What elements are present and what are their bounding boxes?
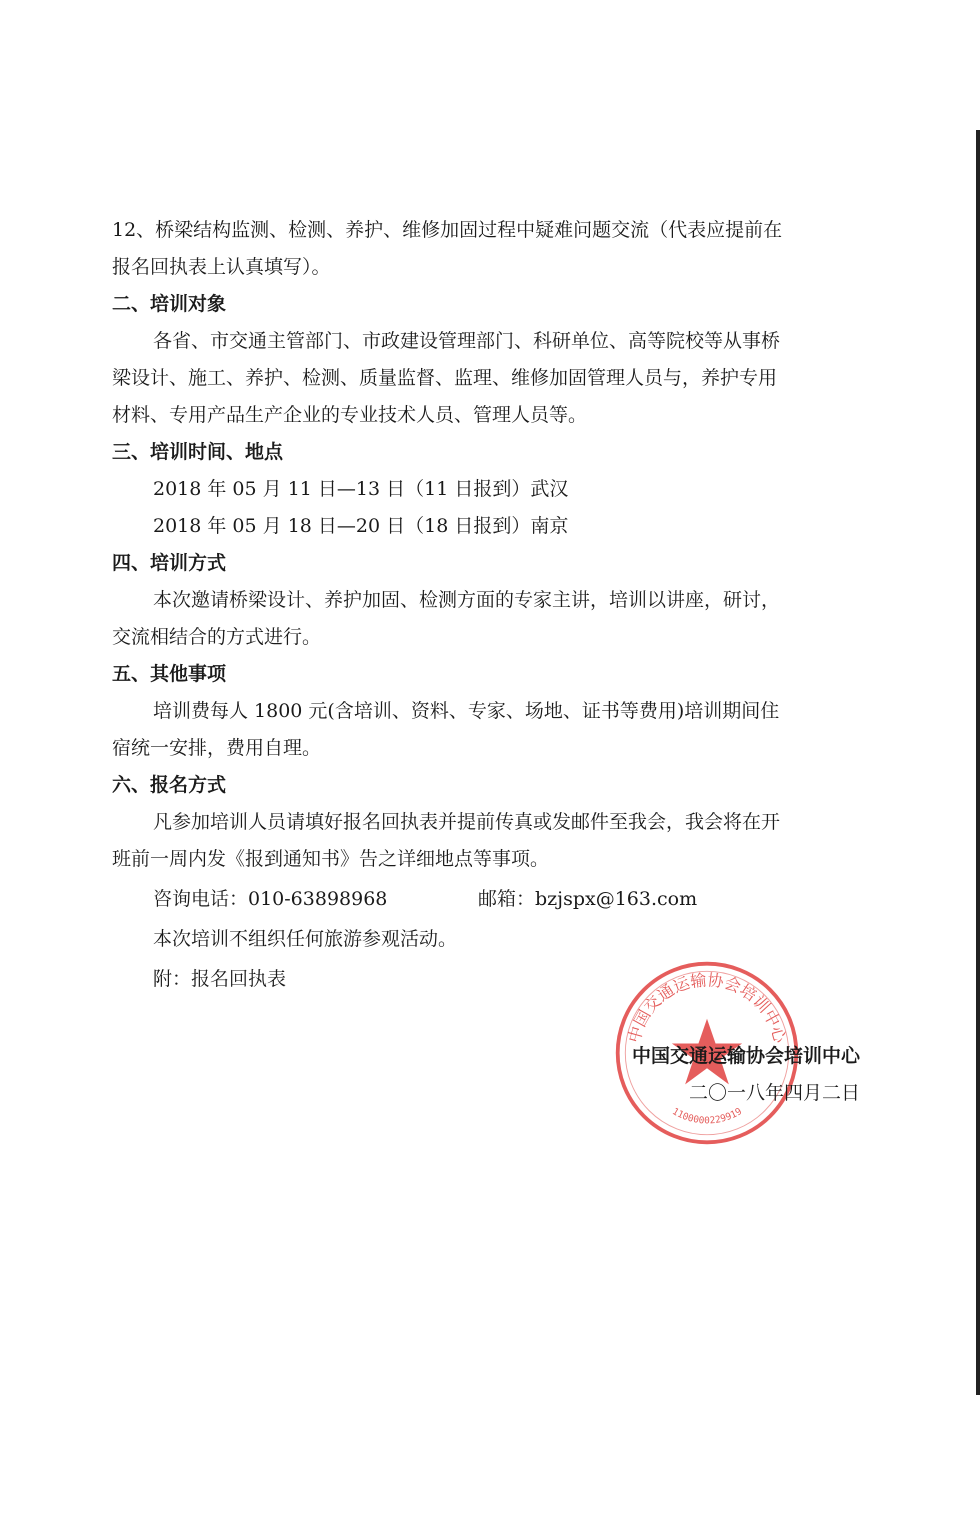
section-3-heading: 三、培训时间、地点 (112, 441, 284, 463)
section-4-heading: 四、培训方式 (112, 552, 227, 574)
section-5-line-1: 培训费每人 1800 元(含培训、资料、专家、场地、证书等费用)培训期间住 (153, 700, 780, 722)
section-2-line-1: 各省、市交通主管部门、市政建设管理部门、科研单位、高等院校等从事桥 (153, 330, 781, 352)
seal-arc-text: 中国交通运输协会培训中心 (624, 970, 790, 1045)
section-5-line-2: 宿统一安排，费用自理。 (112, 737, 322, 759)
section-4-line-1: 本次邀请桥梁设计、养护加固、检测方面的专家主讲，培训以讲座，研讨， (153, 589, 781, 611)
scan-edge (976, 130, 980, 1395)
seal-number: 1100000229919 (670, 1106, 744, 1127)
section-5-heading: 五、其他事项 (112, 663, 227, 685)
schedule-nanjing: 2018 年 05 月 18 日—20 日（18 日报到）南京 (153, 515, 569, 537)
email-line: 邮箱：bzjspx@163.com (478, 888, 698, 910)
phone-line: 咨询电话：010-63898968 (153, 888, 388, 910)
section-6-heading: 六、报名方式 (112, 774, 227, 796)
section-4-line-2: 交流相结合的方式进行。 (112, 626, 322, 648)
attachment-note: 附：报名回执表 (153, 968, 287, 990)
section-6-line-1: 凡参加培训人员请填好报名回执表并提前传真或发邮件至我会，我会将在开 (153, 811, 781, 833)
issue-date: 二〇一八年四月二日 (688, 1082, 860, 1104)
signer-organization: 中国交通运输协会培训中心 (631, 1045, 860, 1067)
item-12-line-1: 12、桥梁结构监测、检测、养护、维修加固过程中疑难问题交流（代表应提前在 (112, 219, 783, 241)
section-2-line-2: 梁设计、施工、养护、检测、质量监督、监理、维修加固管理人员与，养护专用 (112, 367, 778, 389)
no-tour-note: 本次培训不组织任何旅游参观活动。 (153, 928, 458, 950)
section-2-heading: 二、培训对象 (112, 293, 227, 315)
section-2-line-3: 材料、专用产品生产企业的专业技术人员、管理人员等。 (112, 404, 588, 426)
schedule-wuhan: 2018 年 05 月 11 日—13 日（11 日报到）武汉 (153, 478, 569, 500)
item-12-line-2: 报名回执表上认真填写）。 (112, 256, 331, 278)
section-6-line-2: 班前一周内发《报到通知书》告之详细地点等事项。 (112, 848, 550, 870)
